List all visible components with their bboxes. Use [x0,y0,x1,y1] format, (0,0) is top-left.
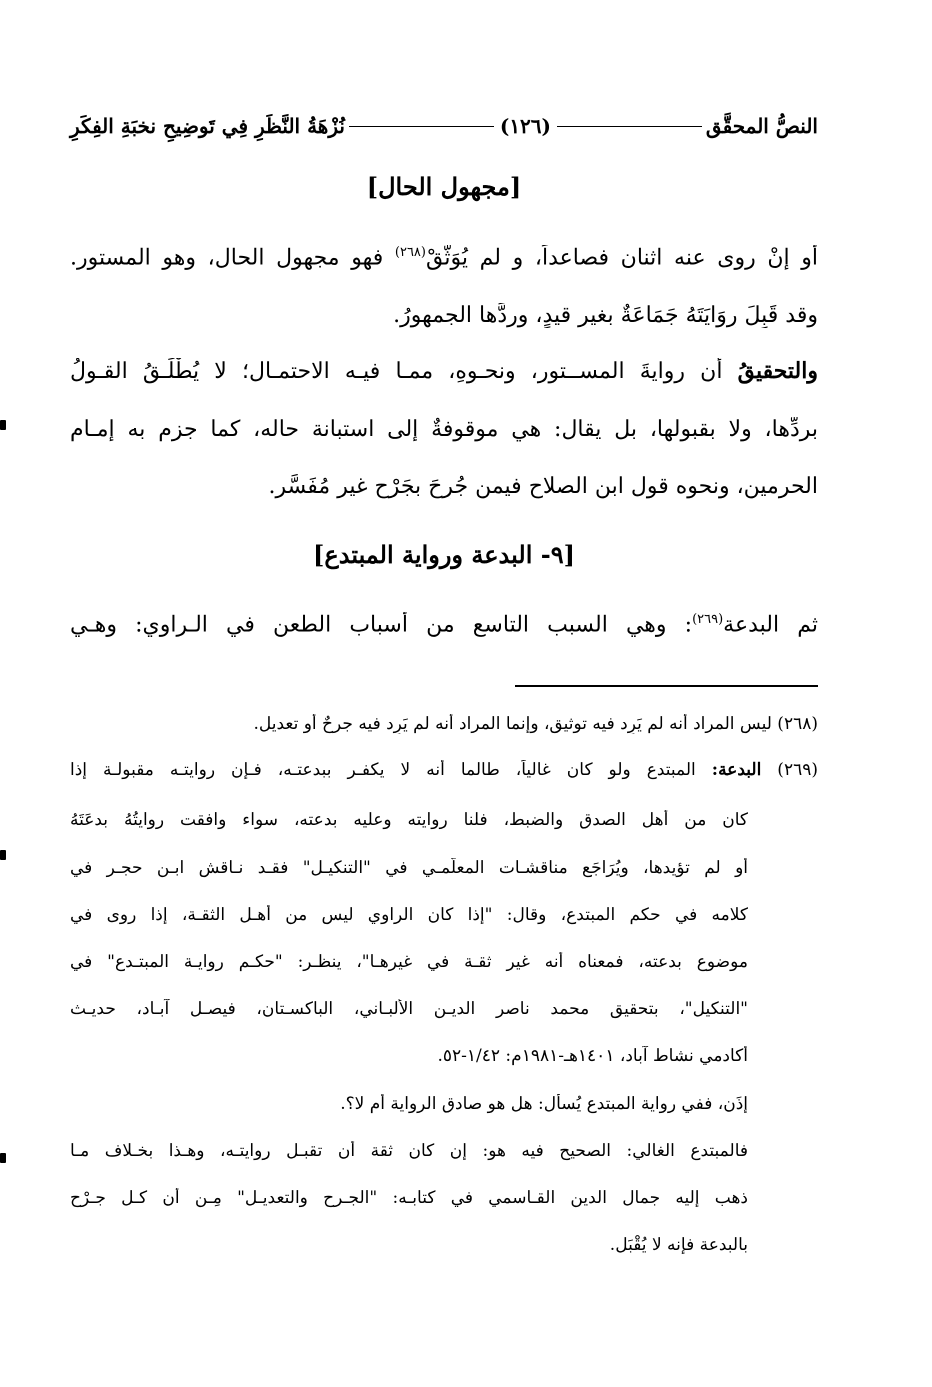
bold-lead-word: والتحقيقُ [737,358,818,384]
body-text: : وهي السبب التاسع من أسباب الطعن في الـراوي: وهـي [70,612,693,638]
body-line: وقد قَبِلَ رِوَايَتَهُ جَمَاعَةٌ بغيرِ قيدٍ، وردَّها الجمهورُ. [393,303,818,328]
footnote-number: (٢٦٩) [761,760,818,780]
header-section-title: النصُّ المحقَّق [705,114,818,138]
body-line: بردِّها، ولا بقبولها، بل يقال: هي موقوفةٌ إلى استبانة حاله، كما جزم به إمـام [70,417,818,442]
body-line [70,358,818,384]
footnote-269-line: إِذَن، ففي رواية المبتدع يُسأَل: هل هو صادق الرواية أم لا؟. [340,1094,748,1114]
footnote-269-line: أكادمي نشاط آباد، ١٤٠١هـ-١٩٨١م: ١/٤٢-٥٢. [437,1046,748,1066]
footnote-text: المبتدع ولو كان غالياً، طالما أنه لا يكفـر ببدعتـه، فـإن روايتـه مقبولـة إذا [70,760,712,780]
header-rule-left [349,126,494,127]
running-header [70,108,818,144]
footnote-268: (٢٦٨) ليس المراد أنه لم يَرِد فيه توثيق، وإنما المراد أنه لم يَرِد فيه جرحٌ أو تعديل. [253,714,818,734]
footnote-separator [515,685,818,687]
footnote-269-line: كلامه في حكم المبتدع، وقال: "إذا كان الراوي ليس من أهـل الثقـة، إذا روى في [70,905,748,925]
header-rule-right [557,126,702,127]
section-heading-innovation: [٩- البدعة ورواية المبتدع] [313,540,575,569]
body-line [70,245,818,270]
body-line: الحرمين، ونحوه قول ابن الصلاح فيمن جُرِحَ بجَرْحٍ غير مُفَسَّر. [268,474,818,499]
footnote-269-line: أو لم تؤيدها، ويُرَاجَع مناقشـات المعلّمـي في "التنكيـل" فقـد نـاقش ابـن حجـر في [70,858,748,878]
body-text: فهو مجهول الحال، وهو المستور. [70,245,395,271]
scan-speck [0,420,6,430]
scan-speck [0,1153,6,1163]
footnote-ref-269: (٢٦٩) [692,612,724,627]
section-heading-unknown-status: [مجهول الحال] [366,172,522,201]
footnote-bold-term: البدعة: [711,760,762,780]
header-book-title: نُزْهَةُ النَّظَرِ فِي تَوضِيحِ نخبَةِ الفِكَرِ [69,114,345,138]
footnote-269-line: كان من أهل الصدق والضبط، فلنا روايته وعليه بدعته، سواء وافقت روايتُهُ بدعَتَهُ [70,810,748,830]
page-number: (١٢٦) [499,114,552,138]
footnote-269-line: فالمبتدع الغالي: الصحيح فيه هو: إن كان ثقة أن تقبـل روايتـه، وهـذا بخـلاف مـا [70,1141,748,1161]
body-line [70,612,818,637]
body-text: أن روايةَ المســتور، ونحـوِهِ، ممـا فيـه الاحتمـال؛ لا يُطْلَـقُ القـولُ [70,359,738,384]
body-text: ثم البدعة [723,612,818,638]
footnote-269-line: موضوع بدعته، فمعناه أنه غير ثقـة في غيرهـا"، ينظـر: "حكـم روايـة المبتـدع" في [70,952,748,972]
footnote-269-line [70,760,818,780]
footnote-269-line: ذهب إليه جمال الدين القـاسمي في كتابـه: "الجـرح والتعديـل" مِـن أن كـل جـرْحٍ [70,1188,748,1208]
footnote-269-line: "التنكيل"، بتحقيق محمد ناصر الديـن الألبـاني، الباكسـتان، فيصـل آبـاد، حديـث [70,999,748,1019]
body-text: أو إنْ روى عنه اثنان فصاعداً، و لم يُوَثَّقْ [426,245,818,271]
footnote-ref-268: (٢٦٨) [394,245,426,260]
scan-speck [0,850,6,860]
footnote-269-line: بالبدعة فإنه لا يُقْبَل. [609,1235,748,1255]
